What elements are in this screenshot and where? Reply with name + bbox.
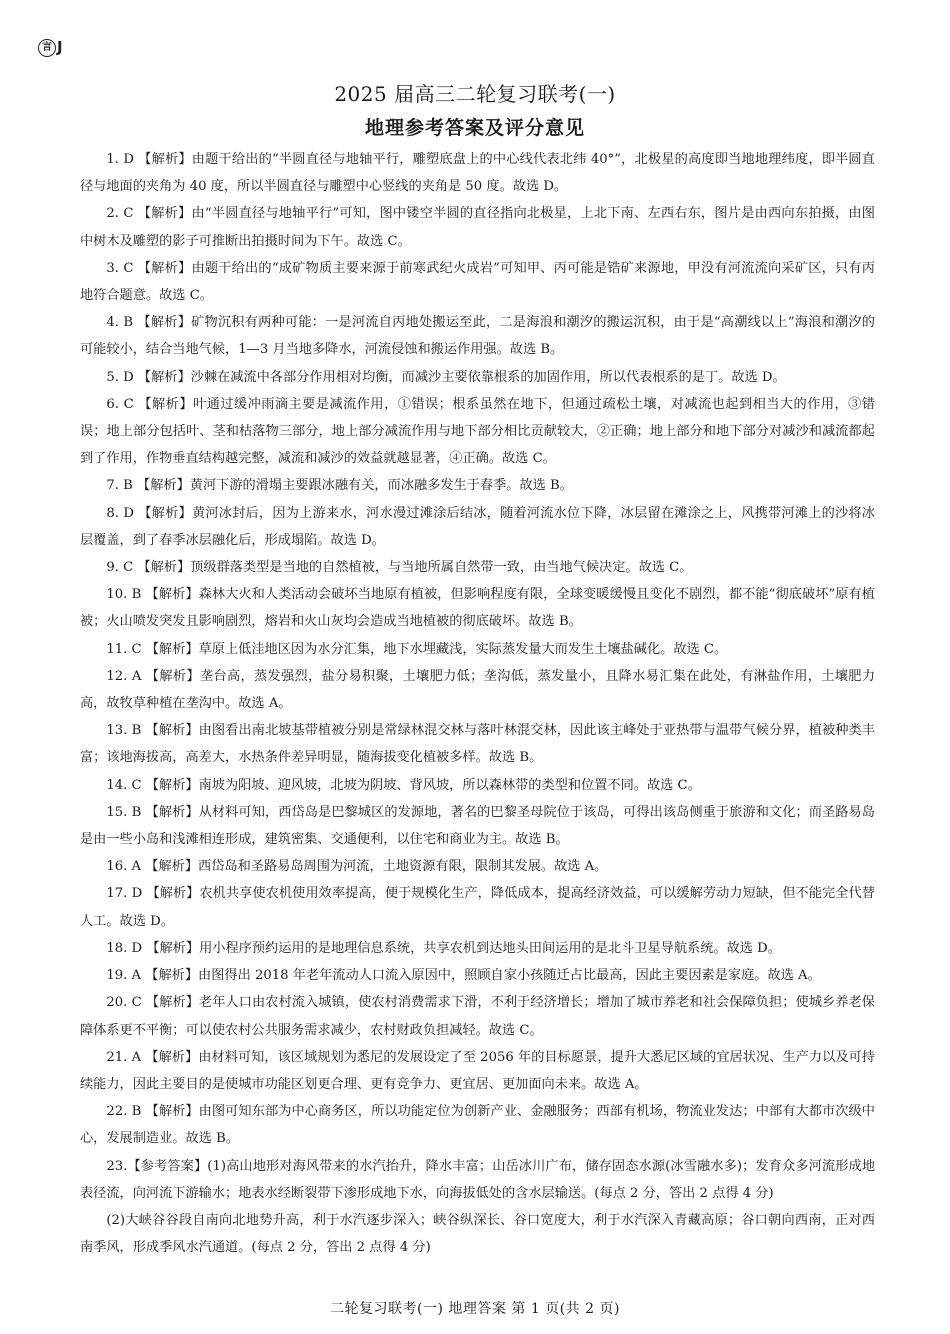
answer-item: 15. B 【解析】从材料可知，西岱岛是巴黎城区的发源地，著名的巴黎圣母院位于该岛，可得出该岛侧重于旅游和文化；而圣路易岛是由一些小岛和浅滩相连形成，建筑密集、交通便利，以住宅和商业为主。故选 B。: [80, 804, 875, 848]
answer-item: 11. C 【解析】草原上低洼地区因为水分汇集，地下水埋藏浅，实际蒸发量大而发生土壤盐碱化。故选 C。: [106, 641, 728, 657]
answer-item: 23.【参考答案】(1)高山地形对海风带来的水汽抬升，降水丰富；山岳冰川广布，储存固态水源(冰雪融水多)；发育众多河流形成地表径流，向河流下游输水；地表水经断裂带下渗形成地下水，向海拔低处的含水层输送。(每点 2 分，答出 2 点得 4 分): [80, 1158, 875, 1201]
answer-item: 1. D 【解析】由题干给出的“半圆直径与地轴平行，雕塑底盘上的中心线代表北纬 40°”，北极星的高度即当地地理纬度，即半圆直径与地面的夹角为 40 度，所以半圆直径与雕塑中心竖线的夹角是 50 度。故选 D。: [80, 152, 875, 195]
answer-list: [80, 146, 875, 1261]
logo-text: J: [57, 38, 63, 56]
answer-item: 7. B 【解析】黄河下游的滑塌主要跟冰融有关，而冰融多发生于春季。故选 B。: [106, 478, 573, 494]
exam-title: 2025 届高三二轮复习联考(一): [334, 82, 616, 106]
answer-item: 21. A 【解析】由材料可知，该区域规划为悉尼的发展设定了至 2056 年的目标愿景，提升大悉尼区域的宜居状况、生产力以及可持续能力，因此主要目的是使城市功能区划更合理、更有竞争力、更宜居、更加面向未来。故选 A。: [80, 1049, 875, 1092]
answer-item: 2. C 【解析】由“半圆直径与地轴平行”可知，图中镂空半圆的直径指向北极星，上北下南、左西右东，图片是由西向东拍摄，由图中树木及雕塑的影子可推断出拍摄时间为下午。故选 C。: [80, 206, 875, 249]
answer-item: 20. C 【解析】老年人口由农村流入城镇，使农村消费需求下滑，不利于经济增长；增加了城市养老和社会保障负担；使城乡养老保障体系更不平衡；可以使农村公共服务需求减少，农村财政负担减轻。故选 C。: [80, 995, 875, 1038]
answer-item: 6. C 【解析】叶通过缓冲雨滴主要是减流作用，①错误；根系虽然在地下，但通过疏松土壤，对减流也起到相当大的作用，③错误；地上部分包括叶、茎和枯落物三部分，地上部分减流作用与地下部分相比贡献较大，②正确；地上部分和地下部分对减沙和减流都起到了作用，作物垂直结构越完整，减流和减沙的效益就越显著，④正确。故选 C。: [80, 396, 875, 467]
answer-item: 16. A 【解析】西岱岛和圣路易岛周围为河流，土地资源有限，限制其发展。故选 A。: [106, 859, 608, 875]
answer-item: 14. C 【解析】南坡为阳坡、迎风坡，北坡为阴坡、背风坡，所以森林带的类型和位置不同。故选 C。: [106, 777, 701, 793]
answer-item: 17. D 【解析】农机共享使农机使用效率提高，便于规模化生产，降低成本，提高经济效益，可以缓解劳动力短缺，但不能完全代替人工。故选 D。: [80, 886, 875, 929]
answer-item: 10. B 【解析】森林大火和人类活动会破坏当地原有植被，但影响程度有限，全球变暖缓慢且变化不剧烈，都不能“彻底破坏”原有植被；火山喷发突发且影响剧烈，熔岩和火山灰均会造成当地植被的彻底破坏。故选 B。: [80, 587, 875, 630]
answer-item: 4. B 【解析】矿物沉积有两种可能：一是河流自丙地处搬运至此，二是海浪和潮汐的搬运沉积，由于是“高潮线以上”海浪和潮汐的可能较小，结合当地气候，1—3 月当地多降水，河流侵蚀和搬运作用强。故选 B。: [80, 315, 875, 358]
page-footer: 二轮复习联考(一) 地理答案 第 1 页(共 2 页): [330, 1301, 620, 1317]
answer-item: 9. C 【解析】顶级群落类型是当地的自然植被，与当地所属自然带一致，由当地气候决定。故选 C。: [106, 560, 693, 576]
answer-item: 5. D 【解析】沙棘在减流中各部分作用相对均衡，而减沙主要依靠根系的加固作用，所以代表根系的是丁。故选 D。: [106, 369, 786, 385]
answer-item: 13. B 【解析】由图看出南北坡基带植被分别是常绿林混交林与落叶林混交林，因此该主峰处于亚热带与温带气候分界，植被种类丰富；该地海拔高，高差大，水热条件差异明显，随海拔变化植被多样。故选 B。: [80, 723, 875, 766]
answer-item: 12. A 【解析】垄台高，蒸发强烈，盐分易积聚，土壤肥力低；垄沟低，蒸发量小，且降水易汇集在此处，有淋盐作用，土壤肥力高，故牧草种植在垄沟中。故选 A。: [80, 668, 875, 712]
answer-item: (2)大峡谷谷段自南向北地势升高，利于水汽逐步深入；峡谷纵深长、谷口宽度大，利于水汽深入青藏高原；谷口朝向西南，正对西南季风，形成季风水汽通道。(每点 2 分，答出 2 点得 4 分): [80, 1212, 875, 1256]
answer-item: 8. D 【解析】黄河冰封后，因为上游来水，河水漫过滩涂后结冰，随着河流水位下降，冰层留在滩涂之上，风携带河滩上的沙将冰层覆盖，到了春季冰层融化后，形成塌陷。故选 D。: [80, 505, 875, 548]
answer-key-title: 地理参考答案及评分意见: [364, 117, 585, 139]
answer-item: 22. B 【解析】由图可知东部为中心商务区，所以功能定位为创新产业、金融服务；西部有机场，物流业发达；中部有大都市次级中心，发展制造业。故选 B。: [80, 1104, 875, 1147]
publisher-logo: [38, 38, 63, 57]
answer-item: 3. C 【解析】由题干给出的“成矿物质主要来源于前寒武纪火成岩”可知甲、丙可能是锆矿来源地，甲没有河流流向采矿区，只有丙地符合题意。故选 C。: [80, 260, 875, 304]
answer-item: 19. A 【解析】由图得出 2018 年老年流动人口流入原因中，照顾自家小孩随迁占比最高，因此主要因素是家庭。故选 A。: [106, 968, 821, 984]
logo-circle-icon: 言: [38, 39, 56, 57]
answer-item: 18. D 【解析】用小程序预约运用的是地理信息系统，共享农机到达地头田间运用的是北斗卫星导航系统。故选 D。: [106, 940, 781, 956]
